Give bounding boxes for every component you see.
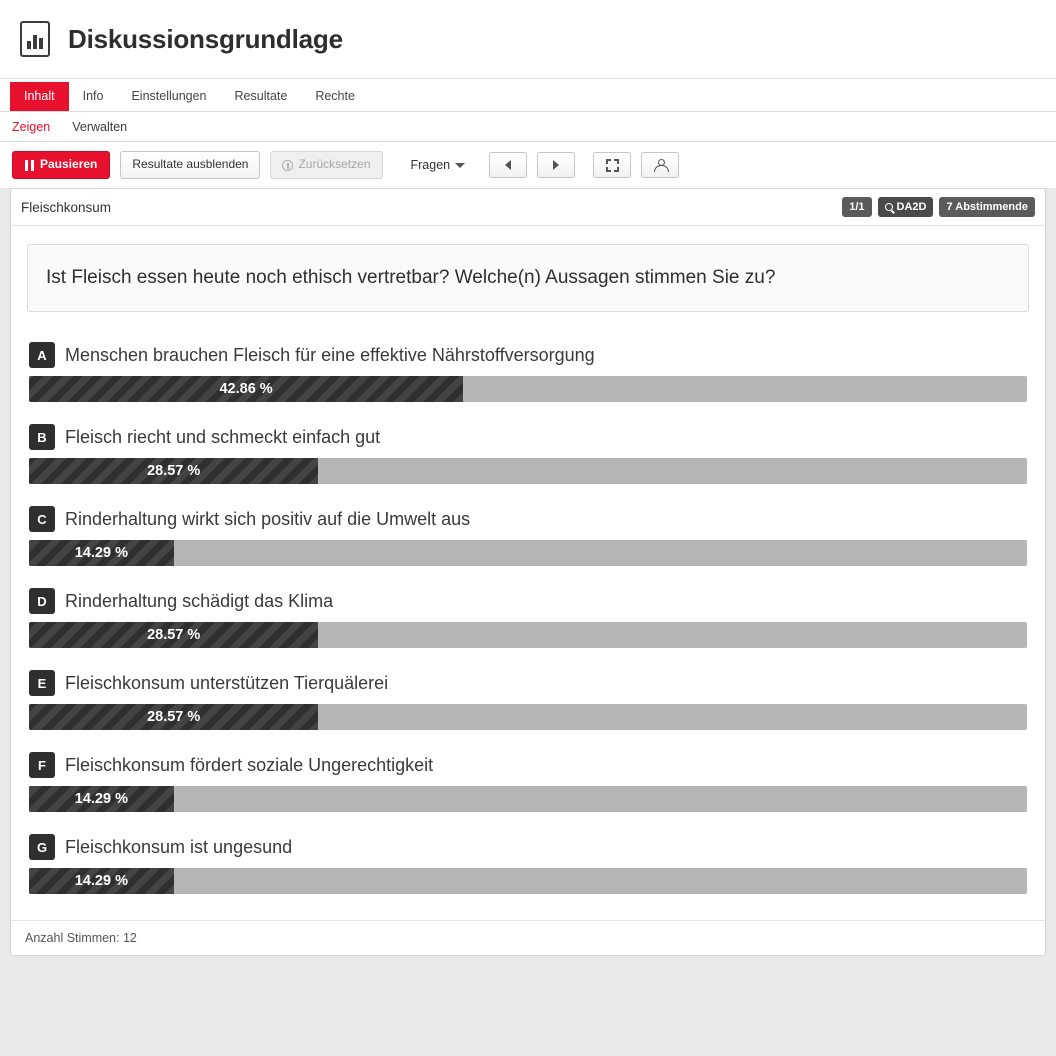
presenter-button[interactable] [641, 152, 679, 178]
question-text: Ist Fleisch essen heute noch ethisch vertretbar? Welche(n) Aussagen stimmen Sie zu? [46, 267, 776, 289]
option-header [29, 424, 1027, 450]
option-label: Fleischkonsum unterstützen Tierquälerei [65, 672, 389, 693]
option-letter: F [29, 752, 55, 778]
option-label: Fleischkonsum fördert soziale Ungerechtigkeit [65, 754, 434, 775]
subtab-verwalten[interactable]: Verwalten [72, 119, 128, 134]
result-card-badges [842, 197, 1035, 217]
subtab-zeigen[interactable]: Zeigen [12, 119, 51, 134]
option-letter: B [29, 424, 55, 450]
option-bar-track [29, 704, 1027, 730]
app-header [0, 0, 1056, 79]
primary-tabbar [0, 79, 1056, 112]
question-box [27, 244, 1029, 312]
options-list [11, 324, 1045, 920]
previous-question-button[interactable] [489, 152, 527, 178]
tab-rechte[interactable]: Rechte [315, 88, 355, 103]
option-row [29, 588, 1027, 648]
option-letter: C [29, 506, 55, 532]
option-bar-track [29, 458, 1027, 484]
option-bar-track [29, 786, 1027, 812]
option-row [29, 670, 1027, 730]
result-card-header [11, 189, 1045, 226]
secondary-tabbar [0, 112, 1056, 142]
tab-inhalt[interactable]: Inhalt [10, 82, 69, 112]
option-bar-fill [29, 376, 463, 402]
access-key-label: DA2D [896, 201, 927, 213]
option-bar-track [29, 868, 1027, 894]
option-label: Menschen brauchen Fleisch für eine effektive Nährstoffversorgung [65, 344, 595, 365]
questions-dropdown[interactable] [405, 154, 472, 176]
voters-badge: 7 Abstimmende [939, 197, 1035, 217]
option-label: Fleisch riecht und schmeckt einfach gut [65, 426, 381, 447]
chevron-right-icon [553, 160, 559, 170]
poll-device-icon [20, 21, 50, 57]
option-letter: E [29, 670, 55, 696]
option-bar-fill [29, 622, 318, 648]
option-percent: 14.29 % [74, 791, 128, 808]
option-percent: 14.29 % [74, 873, 128, 890]
next-question-button[interactable] [537, 152, 575, 178]
option-percent: 28.57 % [147, 463, 201, 480]
option-header [29, 506, 1027, 532]
access-key-badge [878, 197, 934, 217]
option-row [29, 506, 1027, 566]
option-label: Fleischkonsum ist ungesund [65, 836, 293, 857]
reset-icon [282, 160, 293, 171]
option-header [29, 342, 1027, 368]
option-header [29, 834, 1027, 860]
option-label: Rinderhaltung schädigt das Klima [65, 590, 334, 611]
toolbar [0, 142, 1056, 188]
reset-button [270, 151, 382, 178]
pause-button-label: Pausieren [40, 157, 98, 172]
option-header [29, 670, 1027, 696]
option-label: Rinderhaltung wirkt sich positiv auf die Umwelt aus [65, 508, 471, 529]
magnifier-icon [885, 203, 893, 211]
result-card [10, 188, 1046, 956]
reset-button-label: Zurücksetzen [298, 157, 371, 172]
chevron-down-icon [455, 163, 465, 168]
result-card-title: Fleischkonsum [21, 199, 112, 215]
option-letter: D [29, 588, 55, 614]
tab-resultate[interactable]: Resultate [234, 88, 288, 103]
option-header [29, 752, 1027, 778]
option-bar-fill [29, 868, 174, 894]
option-letter: A [29, 342, 55, 368]
tab-einstellungen[interactable]: Einstellungen [131, 88, 207, 103]
option-header [29, 588, 1027, 614]
chevron-left-icon [505, 160, 511, 170]
page-title: Diskussionsgrundlage [68, 23, 343, 54]
hide-results-button[interactable]: Resultate ausblenden [120, 151, 260, 178]
option-bar-fill [29, 458, 318, 484]
option-bar-fill [29, 704, 318, 730]
option-percent: 42.86 % [219, 381, 273, 398]
pause-button[interactable] [12, 151, 110, 178]
questions-dropdown-label: Fragen [410, 158, 451, 172]
presenter-icon [654, 159, 667, 172]
fullscreen-button[interactable] [593, 152, 631, 178]
option-bar-track [29, 376, 1027, 402]
option-row [29, 342, 1027, 402]
vote-count: Anzahl Stimmen: 12 [11, 920, 1045, 955]
option-row [29, 752, 1027, 812]
tab-info[interactable]: Info [82, 88, 104, 103]
option-percent: 28.57 % [147, 709, 201, 726]
option-percent: 28.57 % [147, 627, 201, 644]
option-row [29, 424, 1027, 484]
option-letter: G [29, 834, 55, 860]
pause-icon [25, 160, 34, 171]
page-badge: 1/1 [842, 197, 871, 217]
option-percent: 14.29 % [74, 545, 128, 562]
option-bar-fill [29, 540, 174, 566]
option-bar-track [29, 540, 1027, 566]
option-row [29, 834, 1027, 894]
expand-icon [606, 159, 619, 172]
option-bar-fill [29, 786, 174, 812]
option-bar-track [29, 622, 1027, 648]
